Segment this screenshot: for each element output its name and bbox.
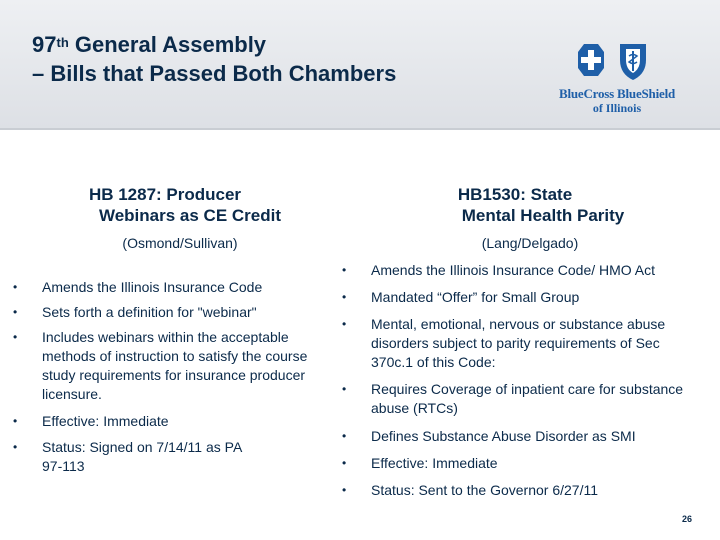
right-bullet-list <box>342 261 702 500</box>
bullet-icon: • <box>342 456 347 470</box>
bcbs-logo <box>542 40 692 118</box>
bullet-icon: • <box>342 290 347 304</box>
header-divider <box>0 128 720 130</box>
left-bill-heading: HB 1287: Producer Webinars as CE Credit <box>88 185 282 225</box>
bullet-icon: • <box>342 483 347 497</box>
title-line-1: 97th General Assembly <box>32 32 267 57</box>
list-item: • Defines Substance Abuse Disorder as SMI <box>342 428 636 444</box>
list-item: • Effective: Immediate <box>342 455 498 471</box>
bullet-icon: • <box>342 429 347 443</box>
list-item: • Sets forth a definition for "webinar" <box>13 304 257 320</box>
list-item: • Status: Signed on 7/14/11 as PA 97-113 <box>13 439 242 474</box>
list-item: • Effective: Immediate <box>13 413 169 429</box>
bullet-icon: • <box>13 280 18 294</box>
list-item: • Mental, emotional, nervous or substance abuse disorders subject to parity requirements of Sec 370c.1 of this Code: <box>342 316 666 370</box>
bullet-icon: • <box>342 317 347 331</box>
bullet-icon: • <box>13 440 18 454</box>
list-item: • Includes webinars within the acceptable methods of instruction to satisfy the course study requirements for insurance producer licensure. <box>13 329 308 402</box>
bullet-icon: • <box>342 263 347 277</box>
list-item: • Amends the Illinois Insurance Code/ HMO Act <box>342 262 656 278</box>
list-item: • Amends the Illinois Insurance Code <box>13 279 263 295</box>
logo-wordmark: BlueCross BlueShield of Illinois <box>558 86 676 115</box>
list-item: • Mandated “Offer” for Small Group <box>342 289 580 305</box>
bullet-icon: • <box>342 382 347 396</box>
slide-title <box>32 30 396 88</box>
left-bullet-list <box>13 278 335 476</box>
bullet-icon: • <box>13 305 18 319</box>
logo-symbols <box>554 40 674 88</box>
blue-cross-icon <box>578 44 604 76</box>
list-item: • Status: Sent to the Governor 6/27/11 <box>342 482 598 498</box>
page-number: 26 <box>682 514 693 524</box>
bullet-icon: • <box>13 414 18 428</box>
left-bill-sponsors: (Osmond/Sullivan) <box>122 235 238 251</box>
list-item: • Requires Coverage of inpatient care for substance abuse (RTCs) <box>342 381 684 416</box>
title-line-2: – Bills that Passed Both Chambers <box>32 61 397 86</box>
blue-shield-icon <box>620 44 646 80</box>
right-bill-heading: HB1530: State Mental Health Parity <box>457 185 625 225</box>
bullet-icon: • <box>13 330 18 344</box>
right-bill-sponsors: (Lang/Delgado) <box>481 235 579 251</box>
